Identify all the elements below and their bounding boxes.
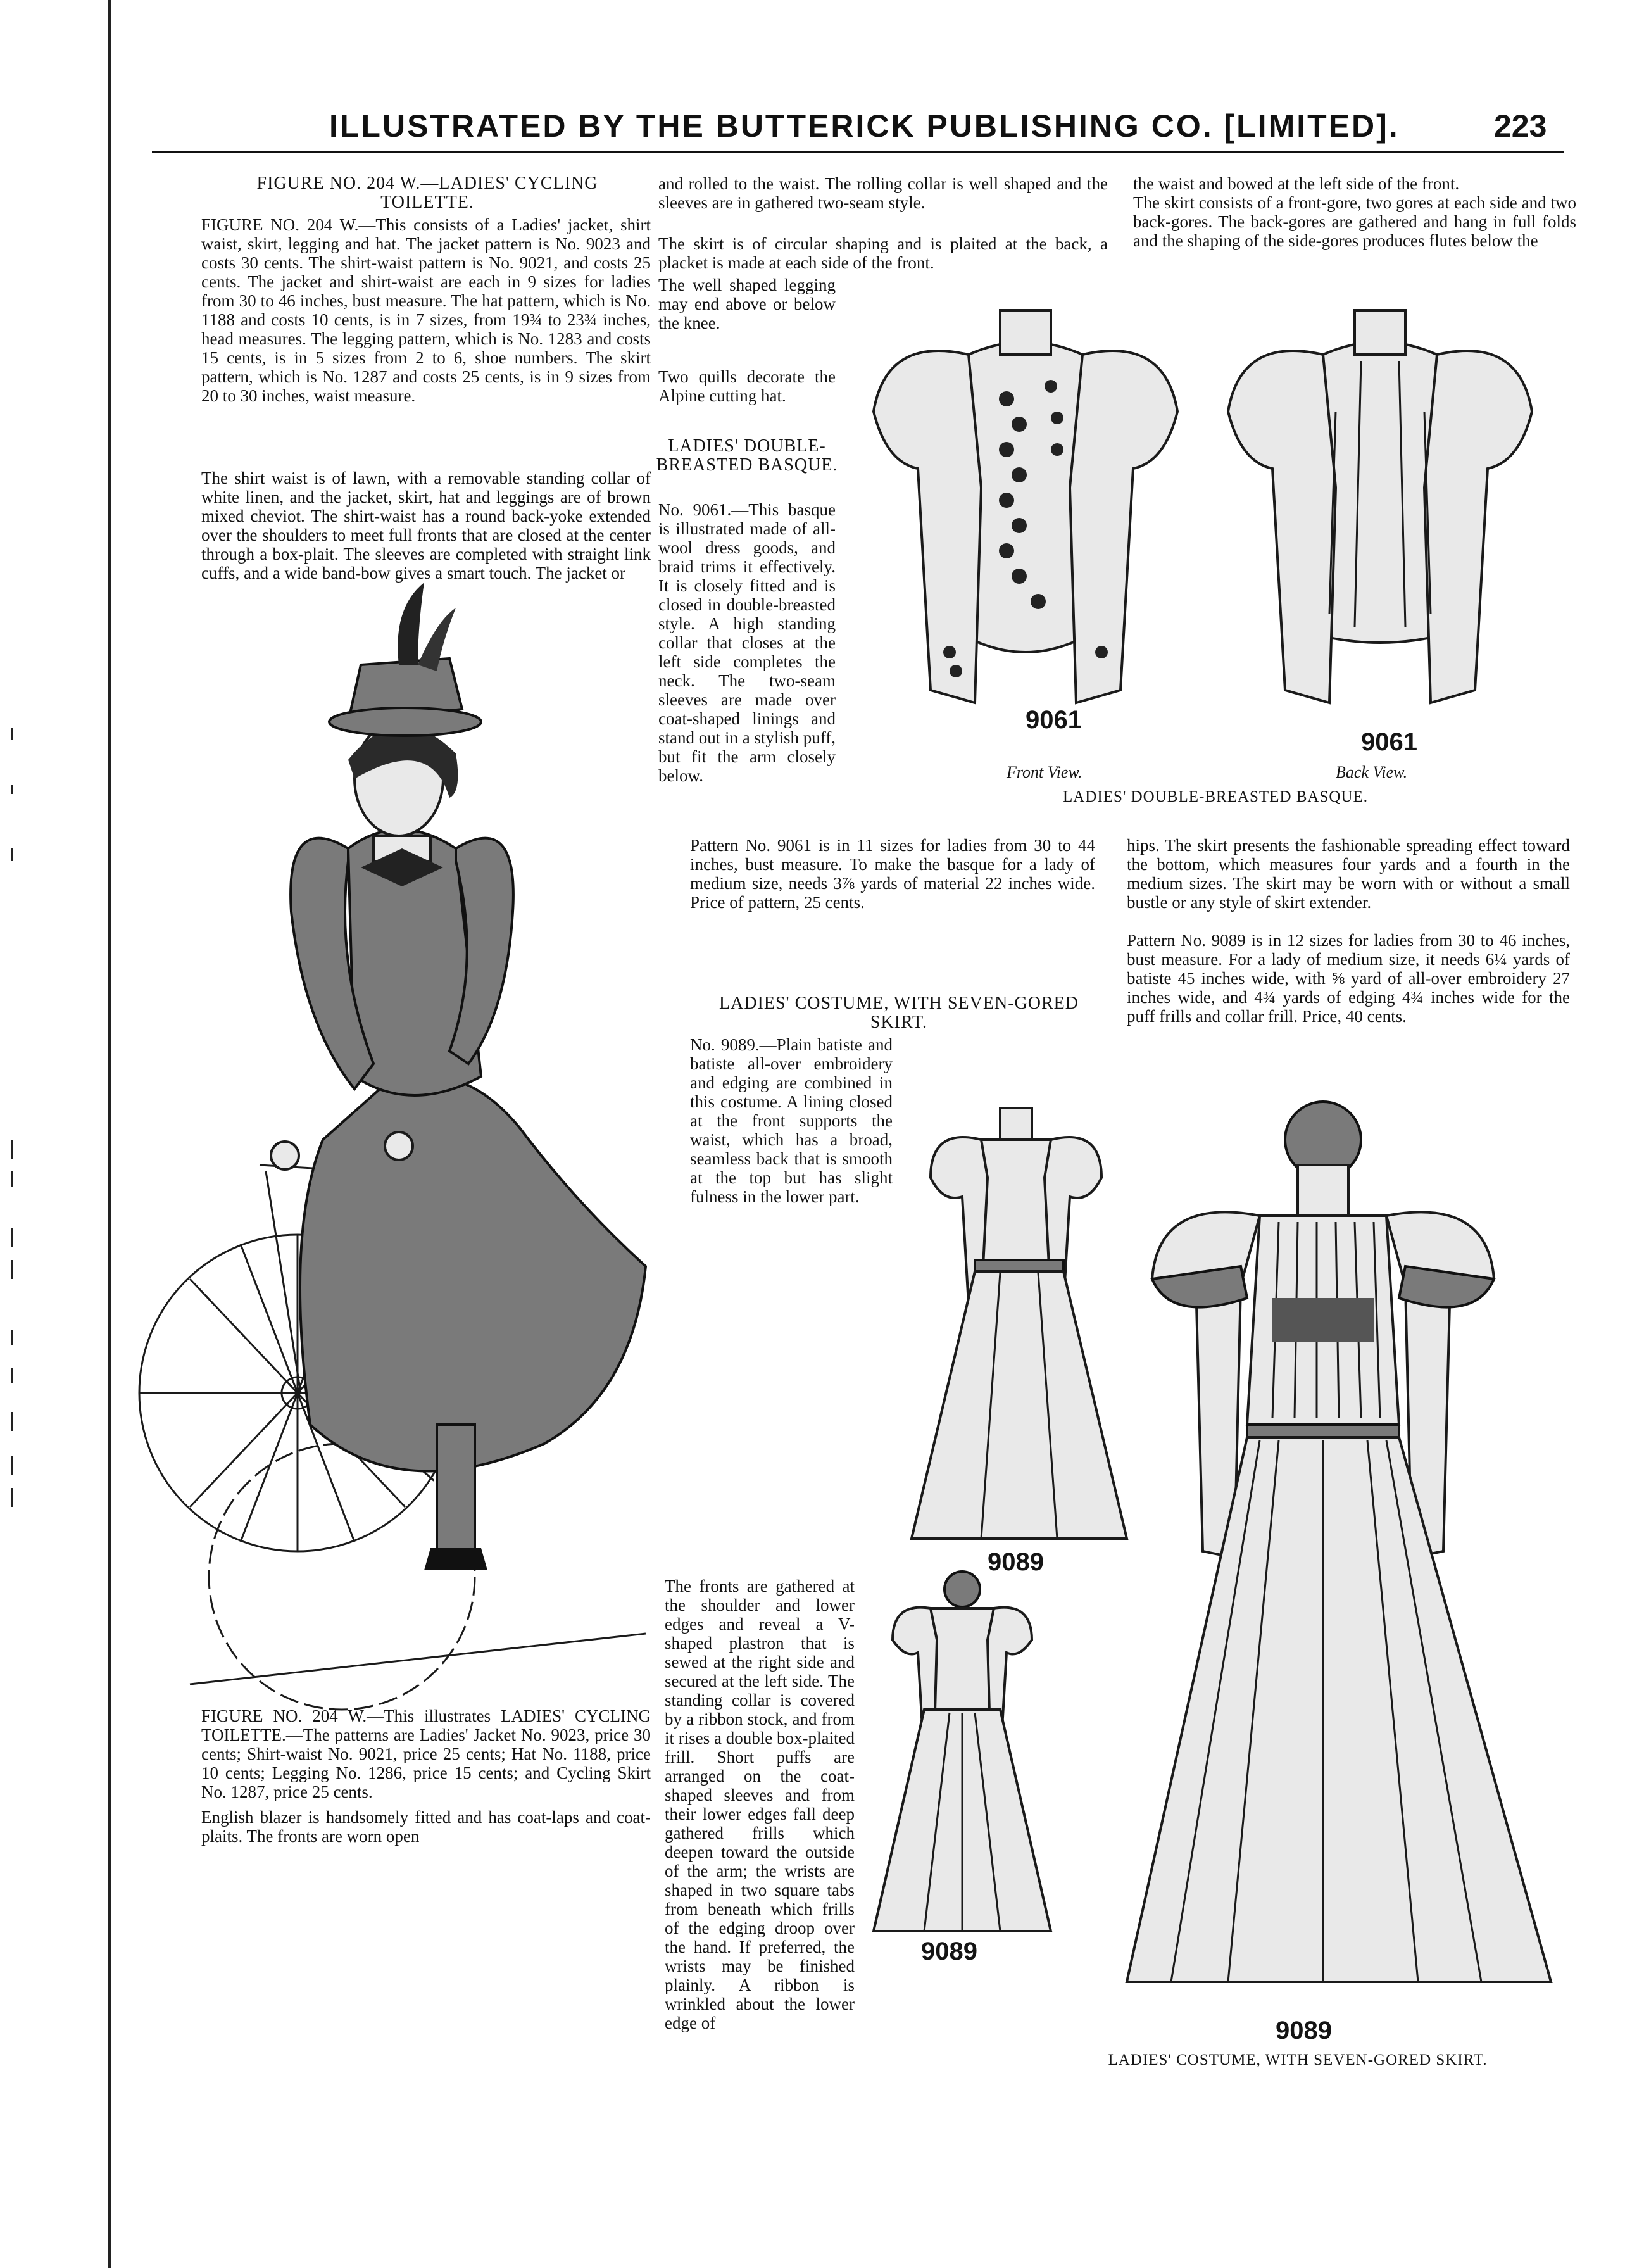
costume-large-illustration [1114,1095,1557,1994]
col3-paragraph-1: the waist and bowed at the left side of the front. [1133,174,1460,193]
back-view-label: Back View. [1336,763,1408,781]
basque-back-illustration [1203,298,1557,728]
page-number: 223 [1494,108,1547,144]
costume-back-tiny-illustration [861,1570,1063,1937]
col3-paragraph-3: hips. The skirt presents the fashionable spreading effect toward the bottom, which measures four yards and a fourth in the medium sizes. The skirt may be worn with or without a small bustle or any style of skirt extender. [1127,836,1570,912]
costume-front-small-illustration [886,1102,1152,1545]
basque-description: No. 9061.—This basque is illustrated made of all-wool dress goods, and braid trims it effectively. It is closely fitted and is closed in double-breasted style. A high standing collar that closes at the left side completes the neck. The two-seam sleeves are made over coat-shaped linings and stand out in a stylish puff, but fit the arm closely below. [658,500,836,785]
col3-paragraph-4: Pattern No. 9089 is in 12 sizes for ladies from 30 to 46 inches, bust measure. For a lady of medium size, it needs 6¼ yards of batiste 45 inches wide, with ⅝ yard of all-over embroidery 27 inches wide, and 4¾ yards of edging 4¾ inches wide for the puff frills and collar frill. Price, 40 cents. [1127,931,1570,1026]
left-margin-rule [108,0,111,2268]
col2-paragraph-2: The skirt is of circular shaping and is plaited at the back, a placket is made at each side of the front. [658,234,1108,272]
cycling-figure-caption: FIGURE NO. 204 W.—This illustrates LADIES' CYCLING TOILETTE.—The patterns are Ladies' Jacket No. 9023, price 30 cents; Shirt-waist No. 9021, price 25 cents; Hat No. 1188, price 10 cents; Legging No. 1286, price 15 cents; and Cycling Skirt No. 1287, price 25 cents. [201,1706,651,1801]
costume-description: No. 9089.—Plain batiste and batiste all-over embroidery and edging are combined in this costume. A lining closed at the front supports the waist, which has a broad, seamless back that is smooth at the top but has slight fulness in the lower part. [690,1035,893,1206]
col1-paragraph-1: FIGURE NO. 204 W.—This consists of a Ladies' jacket, shirt waist, skirt, legging and hat. The jacket pattern is No. 9023 and costs 30 cents. The shirt-waist pattern is No. 9021, and costs 25 cents. The jacket and shirt-waist are each in 9 sizes for ladies from 30 to 46 inches, bust measure. The hat pattern, which is No. 1188 and costs 10 cents, is in 7 sizes, from 19¾ to 23¾ inches, head measures. The legging pattern, which is No. 1283 and costs 15 cents, is in 5 sizes from 2 to 6, shoe numbers. The skirt pattern, which is No. 1287 and costs 25 cents, is in 9 sizes from 20 to 30 inches, waist measure. [201,215,651,405]
costume-large-pattern-number: 9089 [1276,2017,1332,2044]
figure-heading: FIGURE NO. 204 W.—LADIES' CYCLING TOILETTE. [256,173,598,212]
basque-heading: LADIES' DOUBLE-BREASTED BASQUE. [656,436,838,475]
front-view-label: Front View. [1007,763,1082,781]
basque-front-pattern-number: 9061 [1026,706,1082,734]
costume-figure-caption: LADIES' COSTUME, WITH SEVEN-GORED SKIRT. [1108,2051,1488,2069]
fronts-text-narrow: The fronts are gathered at the shoulder and lower edges and reveal a V-shaped plastron that is sewed at the right side and secured at the left side. The standing collar is covered by a ribbon stock, and from it rises a double box-plaited frill. Short puffs are arranged on the coat-shaped sleeves and from their lower edges fall deep gathered frills which deepen toward the outside of the arm; the wrists are shaped in two square tabs from beneath which frills of the edging droop over the hand. If preferred, the wrists may be finished plainly. A ribbon is wrinkled about the lower edge of [665,1577,855,2032]
col2-paragraph-3: The well shaped legging may end above or below the knee. [658,275,836,332]
header-rule [152,151,1564,153]
costume-heading: LADIES' COSTUME, WITH SEVEN-GORED SKIRT. [719,993,1079,1032]
col2-paragraph-1: and rolled to the waist. The rolling collar is well shaped and the sleeves are in gathered two-seam style. [658,174,1108,212]
costume-tiny-pattern-number: 9089 [921,1937,977,1965]
col2-paragraph-4: Two quills decorate the Alpine cutting hat. [658,367,836,405]
cycling-woman-illustration [190,570,646,1697]
margin-marks [4,728,23,1994]
running-title: ILLUSTRATED BY THE BUTTERICK PUBLISHING CO. [LIMITED]. [329,108,1400,144]
col1-paragraph-3: English blazer is handsomely fitted and has coat-laps and coat-plaits. The fronts are worn open [201,1808,651,1846]
costume-small-pattern-number: 9089 [988,1548,1044,1576]
basque-figure-caption: LADIES' DOUBLE-BREASTED BASQUE. [1062,788,1369,805]
basque-back-pattern-number: 9061 [1361,728,1417,756]
col3-paragraph-2: The skirt consists of a front-gore, two gores at each side and two back-gores. The back-gores are gathered and hang in full folds and the shaping of the side-gores produces flutes below the [1133,193,1576,250]
basque-front-illustration [848,298,1203,728]
col1-paragraph-2: The shirt waist is of lawn, with a removable standing collar of white linen, and the jacket, skirt, hat and leggings are of brown mixed cheviot. The shirt-waist has a round back-yoke extended over the shoulders to meet full fronts that are closed at the center through a box-plait. The sleeves are completed with straight link cuffs, and a wide band-bow gives a smart touch. The jacket or [201,469,651,583]
basque-pattern-info: Pattern No. 9061 is in 11 sizes for ladies from 30 to 44 inches, bust measure. To make the basque for a lady of medium size, needs 3⅞ yards of material 22 inches wide. Price of pattern, 25 cents. [690,836,1095,912]
